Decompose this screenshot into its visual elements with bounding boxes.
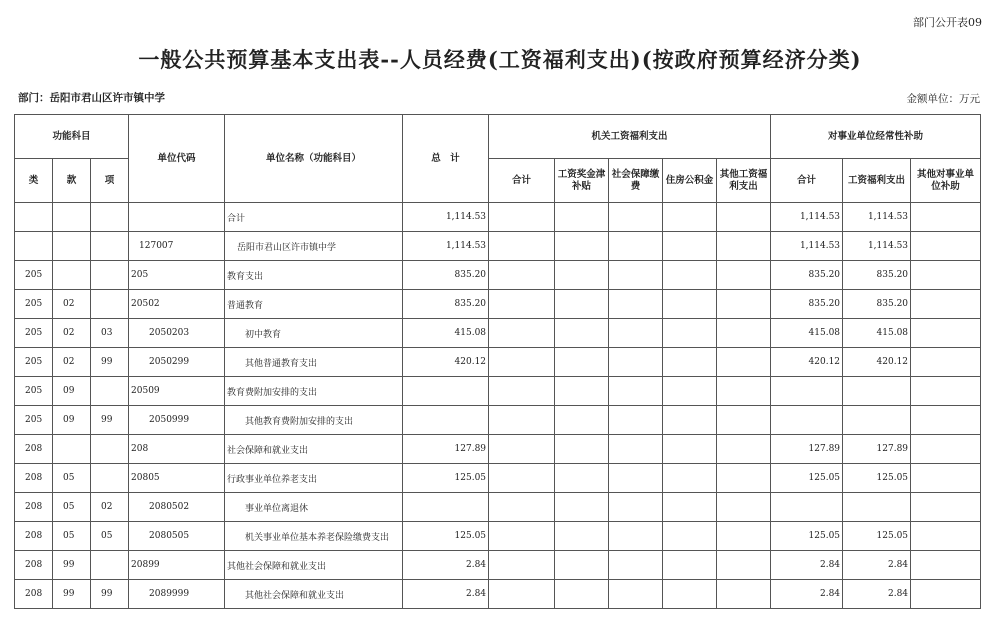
org-housing-cell bbox=[663, 348, 717, 377]
pub-wage-cell: 1,114.53 bbox=[843, 203, 911, 232]
pub-other-cell bbox=[911, 435, 981, 464]
pub-subtotal-cell bbox=[771, 493, 843, 522]
pub-subtotal-cell: 125.05 bbox=[771, 522, 843, 551]
kuan-cell bbox=[53, 232, 91, 261]
xiang-cell: 99 bbox=[91, 580, 129, 609]
lei-cell: 208 bbox=[15, 493, 53, 522]
org-social-cell bbox=[609, 348, 663, 377]
org-subtotal-cell bbox=[489, 377, 555, 406]
pub-wage-cell: 415.08 bbox=[843, 319, 911, 348]
table-row bbox=[15, 290, 981, 319]
total-cell: 127.89 bbox=[403, 435, 489, 464]
lei-cell bbox=[15, 203, 53, 232]
pub-wage-cell: 835.20 bbox=[843, 290, 911, 319]
table-row bbox=[15, 348, 981, 377]
header-xiang: 项 bbox=[91, 159, 129, 203]
unit-name-cell: 岳阳市君山区许市镇中学 bbox=[225, 232, 403, 261]
org-subtotal-cell bbox=[489, 203, 555, 232]
kuan-cell: 09 bbox=[53, 377, 91, 406]
header-unit-name: 单位名称（功能科目） bbox=[225, 115, 403, 203]
table-row bbox=[15, 261, 981, 290]
total-cell: 1,114.53 bbox=[403, 232, 489, 261]
pub-subtotal-cell: 420.12 bbox=[771, 348, 843, 377]
org-social-cell bbox=[609, 232, 663, 261]
org-bonus-cell bbox=[555, 551, 609, 580]
org-subtotal-cell bbox=[489, 261, 555, 290]
pub-other-cell bbox=[911, 203, 981, 232]
pub-subtotal-cell: 127.89 bbox=[771, 435, 843, 464]
org-subtotal-cell bbox=[489, 406, 555, 435]
unit-code-cell: 20502 bbox=[129, 290, 225, 319]
header-total: 总 计 bbox=[403, 115, 489, 203]
org-social-cell bbox=[609, 406, 663, 435]
kuan-cell: 99 bbox=[53, 551, 91, 580]
unit-name-cell: 社会保障和就业支出 bbox=[225, 435, 403, 464]
org-bonus-cell bbox=[555, 319, 609, 348]
table-row bbox=[15, 551, 981, 580]
table-row bbox=[15, 203, 981, 232]
pub-other-cell bbox=[911, 232, 981, 261]
total-cell: 125.05 bbox=[403, 464, 489, 493]
header-kuan: 款 bbox=[53, 159, 91, 203]
org-social-cell bbox=[609, 261, 663, 290]
org-bonus-cell bbox=[555, 406, 609, 435]
pub-other-cell bbox=[911, 580, 981, 609]
xiang-cell: 03 bbox=[91, 319, 129, 348]
org-social-cell bbox=[609, 203, 663, 232]
pub-wage-cell bbox=[843, 377, 911, 406]
lei-cell: 208 bbox=[15, 464, 53, 493]
lei-cell: 208 bbox=[15, 580, 53, 609]
pub-subtotal-cell bbox=[771, 377, 843, 406]
org-social-cell bbox=[609, 580, 663, 609]
xiang-cell bbox=[91, 232, 129, 261]
org-social-cell bbox=[609, 464, 663, 493]
pub-other-cell bbox=[911, 348, 981, 377]
total-cell: 1,114.53 bbox=[403, 203, 489, 232]
table-row bbox=[15, 232, 981, 261]
total-cell: 420.12 bbox=[403, 348, 489, 377]
org-bonus-cell bbox=[555, 377, 609, 406]
table-row bbox=[15, 319, 981, 348]
total-cell bbox=[403, 493, 489, 522]
org-housing-cell bbox=[663, 290, 717, 319]
pub-subtotal-cell: 2.84 bbox=[771, 580, 843, 609]
org-social-cell bbox=[609, 493, 663, 522]
org-bonus-cell bbox=[555, 435, 609, 464]
unit-code-cell: 2080505 bbox=[129, 522, 225, 551]
pub-other-cell bbox=[911, 406, 981, 435]
kuan-cell: 05 bbox=[53, 464, 91, 493]
org-subtotal-cell bbox=[489, 551, 555, 580]
header-org-social: 社会保障缴费 bbox=[609, 159, 663, 203]
unit-name-cell: 机关事业单位基本养老保险缴费支出 bbox=[225, 522, 403, 551]
table-row bbox=[15, 406, 981, 435]
unit-code-cell: 2050203 bbox=[129, 319, 225, 348]
org-subtotal-cell bbox=[489, 580, 555, 609]
header-lei: 类 bbox=[15, 159, 53, 203]
pub-wage-cell: 127.89 bbox=[843, 435, 911, 464]
unit-code-cell: 208 bbox=[129, 435, 225, 464]
pub-other-cell bbox=[911, 522, 981, 551]
xiang-cell: 05 bbox=[91, 522, 129, 551]
kuan-cell bbox=[53, 261, 91, 290]
header-pub-subtotal: 合计 bbox=[771, 159, 843, 203]
header-pub-wage: 工资福利支出 bbox=[843, 159, 911, 203]
org-housing-cell bbox=[663, 319, 717, 348]
header-unit-code: 单位代码 bbox=[129, 115, 225, 203]
kuan-cell: 09 bbox=[53, 406, 91, 435]
pub-other-cell bbox=[911, 464, 981, 493]
table-row bbox=[15, 522, 981, 551]
pub-other-cell bbox=[911, 319, 981, 348]
org-bonus-cell bbox=[555, 203, 609, 232]
unit-name-cell: 其他社会保障和就业支出 bbox=[225, 580, 403, 609]
table-row bbox=[15, 377, 981, 406]
unit-name-cell: 其他教育费附加安排的支出 bbox=[225, 406, 403, 435]
org-housing-cell bbox=[663, 232, 717, 261]
org-other-cell bbox=[717, 203, 771, 232]
xiang-cell bbox=[91, 464, 129, 493]
org-subtotal-cell bbox=[489, 464, 555, 493]
header-pub-other: 其他对事业单位补助 bbox=[911, 159, 981, 203]
header-org-housing: 住房公积金 bbox=[663, 159, 717, 203]
total-cell: 415.08 bbox=[403, 319, 489, 348]
org-housing-cell bbox=[663, 261, 717, 290]
total-cell: 125.05 bbox=[403, 522, 489, 551]
amount-unit-label: 金额单位：万元 bbox=[906, 93, 980, 105]
pub-subtotal-cell: 415.08 bbox=[771, 319, 843, 348]
form-number: 部门公开表09 bbox=[913, 16, 982, 29]
kuan-cell: 02 bbox=[53, 348, 91, 377]
kuan-cell: 02 bbox=[53, 290, 91, 319]
xiang-cell bbox=[91, 551, 129, 580]
xiang-cell bbox=[91, 290, 129, 319]
xiang-cell: 99 bbox=[91, 406, 129, 435]
org-bonus-cell bbox=[555, 348, 609, 377]
header-org-bonus: 工资奖金津补贴 bbox=[555, 159, 609, 203]
org-other-cell bbox=[717, 435, 771, 464]
header-public-subsidy-group: 对事业单位经常性补助 bbox=[771, 115, 981, 159]
pub-subtotal-cell: 835.20 bbox=[771, 290, 843, 319]
unit-name-cell: 教育支出 bbox=[225, 261, 403, 290]
lei-cell: 205 bbox=[15, 261, 53, 290]
org-subtotal-cell bbox=[489, 522, 555, 551]
org-social-cell bbox=[609, 377, 663, 406]
org-housing-cell bbox=[663, 406, 717, 435]
org-housing-cell bbox=[663, 493, 717, 522]
lei-cell: 208 bbox=[15, 435, 53, 464]
unit-code-cell bbox=[129, 203, 225, 232]
org-housing-cell bbox=[663, 522, 717, 551]
lei-cell: 208 bbox=[15, 551, 53, 580]
pub-subtotal-cell: 125.05 bbox=[771, 464, 843, 493]
budget-table bbox=[14, 114, 981, 609]
org-bonus-cell bbox=[555, 232, 609, 261]
org-housing-cell bbox=[663, 464, 717, 493]
total-cell: 835.20 bbox=[403, 261, 489, 290]
pub-other-cell bbox=[911, 551, 981, 580]
org-other-cell bbox=[717, 493, 771, 522]
unit-code-cell: 2050299 bbox=[129, 348, 225, 377]
unit-name-cell: 合计 bbox=[225, 203, 403, 232]
table-row bbox=[15, 493, 981, 522]
org-housing-cell bbox=[663, 580, 717, 609]
pub-wage-cell bbox=[843, 406, 911, 435]
lei-cell: 205 bbox=[15, 406, 53, 435]
org-subtotal-cell bbox=[489, 435, 555, 464]
pub-other-cell bbox=[911, 261, 981, 290]
org-other-cell bbox=[717, 377, 771, 406]
kuan-cell bbox=[53, 203, 91, 232]
pub-wage-cell: 1,114.53 bbox=[843, 232, 911, 261]
total-cell bbox=[403, 406, 489, 435]
table-row bbox=[15, 580, 981, 609]
pub-other-cell bbox=[911, 377, 981, 406]
table-row bbox=[15, 435, 981, 464]
org-housing-cell bbox=[663, 203, 717, 232]
pub-other-cell bbox=[911, 290, 981, 319]
org-social-cell bbox=[609, 435, 663, 464]
kuan-cell bbox=[53, 435, 91, 464]
header-org-wage-group: 机关工资福利支出 bbox=[489, 115, 771, 159]
lei-cell: 205 bbox=[15, 348, 53, 377]
unit-code-cell: 20509 bbox=[129, 377, 225, 406]
unit-name-cell: 教育费附加安排的支出 bbox=[225, 377, 403, 406]
unit-code-cell: 2080502 bbox=[129, 493, 225, 522]
department-label: 部门：岳阳市君山区许市镇中学 bbox=[18, 92, 165, 104]
xiang-cell bbox=[91, 377, 129, 406]
org-subtotal-cell bbox=[489, 290, 555, 319]
unit-name-cell: 其他社会保障和就业支出 bbox=[225, 551, 403, 580]
unit-code-cell: 127007 bbox=[129, 232, 225, 261]
org-other-cell bbox=[717, 348, 771, 377]
page-title: 一般公共预算基本支出表--人员经费(工资福利支出)(按政府预算经济分类) bbox=[138, 47, 862, 72]
xiang-cell bbox=[91, 435, 129, 464]
pub-wage-cell bbox=[843, 493, 911, 522]
pub-other-cell bbox=[911, 493, 981, 522]
header-org-other: 其他工资福利支出 bbox=[717, 159, 771, 203]
lei-cell: 205 bbox=[15, 377, 53, 406]
org-other-cell bbox=[717, 406, 771, 435]
org-other-cell bbox=[717, 261, 771, 290]
total-cell: 2.84 bbox=[403, 551, 489, 580]
org-housing-cell bbox=[663, 377, 717, 406]
org-bonus-cell bbox=[555, 580, 609, 609]
total-cell: 835.20 bbox=[403, 290, 489, 319]
unit-name-cell: 事业单位离退休 bbox=[225, 493, 403, 522]
kuan-cell: 02 bbox=[53, 319, 91, 348]
org-social-cell bbox=[609, 522, 663, 551]
org-subtotal-cell bbox=[489, 232, 555, 261]
pub-wage-cell: 420.12 bbox=[843, 348, 911, 377]
org-subtotal-cell bbox=[489, 319, 555, 348]
lei-cell: 208 bbox=[15, 522, 53, 551]
org-subtotal-cell bbox=[489, 348, 555, 377]
org-other-cell bbox=[717, 290, 771, 319]
org-social-cell bbox=[609, 551, 663, 580]
total-cell: 2.84 bbox=[403, 580, 489, 609]
table-row bbox=[15, 464, 981, 493]
org-bonus-cell bbox=[555, 464, 609, 493]
unit-name-cell: 其他普通教育支出 bbox=[225, 348, 403, 377]
pub-subtotal-cell: 1,114.53 bbox=[771, 203, 843, 232]
header-func-subject: 功能科目 bbox=[15, 115, 129, 159]
pub-wage-cell: 2.84 bbox=[843, 580, 911, 609]
kuan-cell: 99 bbox=[53, 580, 91, 609]
org-housing-cell bbox=[663, 551, 717, 580]
xiang-cell bbox=[91, 261, 129, 290]
kuan-cell: 05 bbox=[53, 493, 91, 522]
org-subtotal-cell bbox=[489, 493, 555, 522]
org-other-cell bbox=[717, 522, 771, 551]
org-other-cell bbox=[717, 464, 771, 493]
pub-wage-cell: 125.05 bbox=[843, 464, 911, 493]
pub-subtotal-cell bbox=[771, 406, 843, 435]
xiang-cell: 99 bbox=[91, 348, 129, 377]
org-bonus-cell bbox=[555, 493, 609, 522]
unit-name-cell: 普通教育 bbox=[225, 290, 403, 319]
header-org-subtotal: 合计 bbox=[489, 159, 555, 203]
pub-wage-cell: 2.84 bbox=[843, 551, 911, 580]
org-bonus-cell bbox=[555, 522, 609, 551]
kuan-cell: 05 bbox=[53, 522, 91, 551]
unit-code-cell: 2089999 bbox=[129, 580, 225, 609]
org-other-cell bbox=[717, 319, 771, 348]
unit-code-cell: 2050999 bbox=[129, 406, 225, 435]
org-bonus-cell bbox=[555, 261, 609, 290]
unit-code-cell: 20899 bbox=[129, 551, 225, 580]
unit-code-cell: 205 bbox=[129, 261, 225, 290]
lei-cell: 205 bbox=[15, 290, 53, 319]
unit-name-cell: 行政事业单位养老支出 bbox=[225, 464, 403, 493]
lei-cell bbox=[15, 232, 53, 261]
org-housing-cell bbox=[663, 435, 717, 464]
unit-code-cell: 20805 bbox=[129, 464, 225, 493]
pub-wage-cell: 835.20 bbox=[843, 261, 911, 290]
pub-subtotal-cell: 835.20 bbox=[771, 261, 843, 290]
lei-cell: 205 bbox=[15, 319, 53, 348]
org-bonus-cell bbox=[555, 290, 609, 319]
unit-name-cell: 初中教育 bbox=[225, 319, 403, 348]
org-other-cell bbox=[717, 580, 771, 609]
org-social-cell bbox=[609, 319, 663, 348]
org-social-cell bbox=[609, 290, 663, 319]
pub-wage-cell: 125.05 bbox=[843, 522, 911, 551]
pub-subtotal-cell: 2.84 bbox=[771, 551, 843, 580]
org-other-cell bbox=[717, 232, 771, 261]
total-cell bbox=[403, 377, 489, 406]
xiang-cell bbox=[91, 203, 129, 232]
xiang-cell: 02 bbox=[91, 493, 129, 522]
org-other-cell bbox=[717, 551, 771, 580]
pub-subtotal-cell: 1,114.53 bbox=[771, 232, 843, 261]
